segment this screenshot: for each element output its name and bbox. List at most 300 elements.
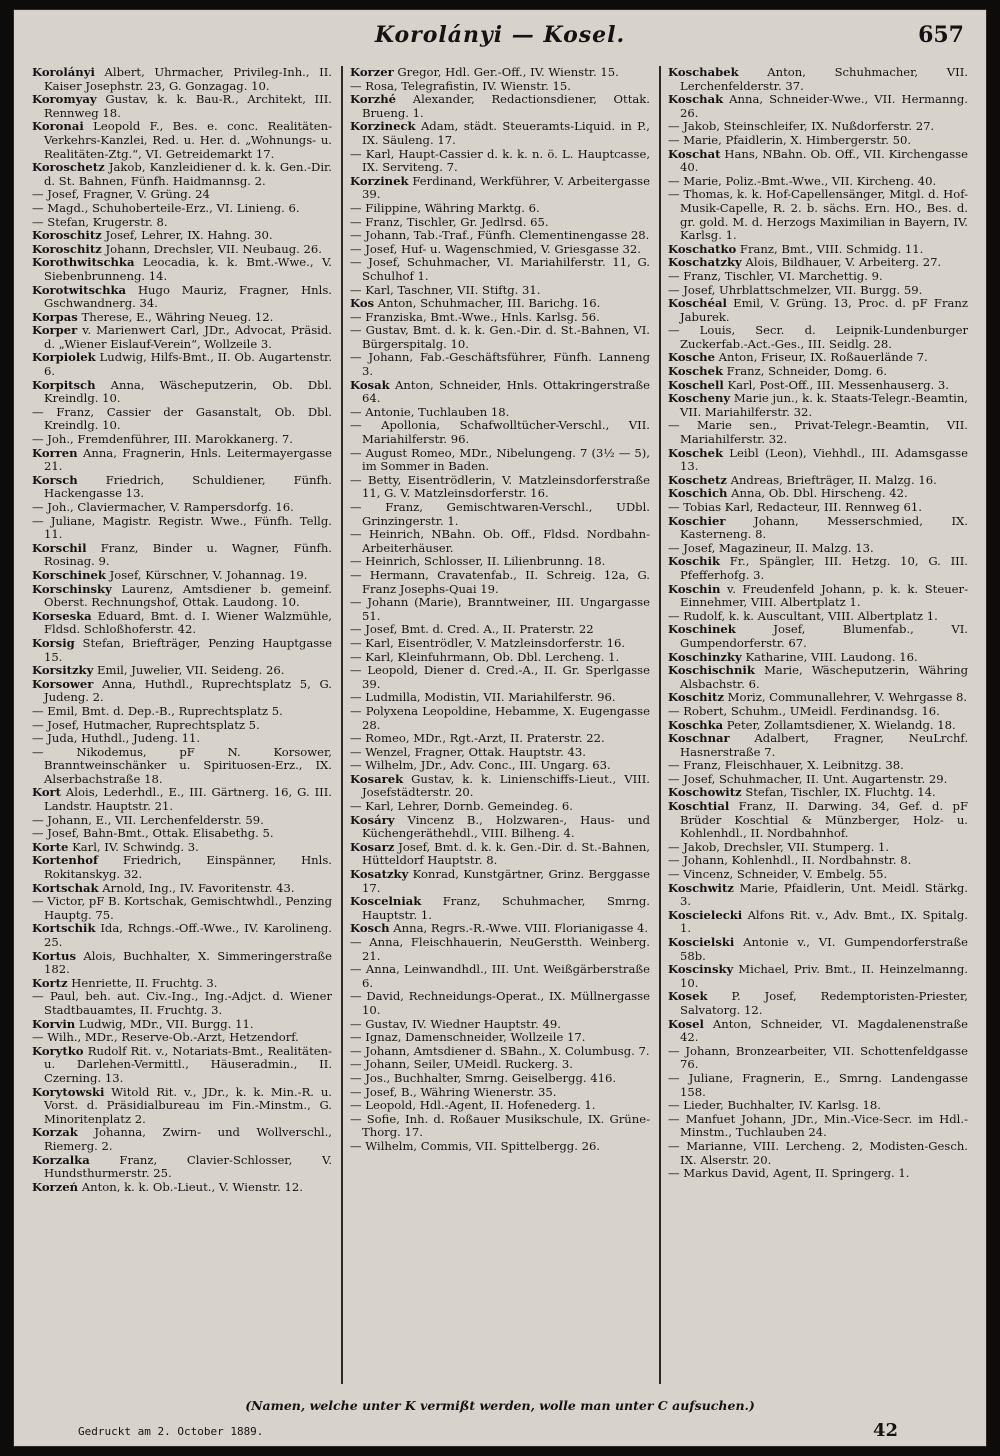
entry-details: — Nikodemus, pF N. Korsower, Branntweinschänker u. Spirituosen-Erz., IX. Alserbachstraße 18.: [32, 744, 332, 786]
directory-entry: [668, 800, 968, 841]
entry-details: — Johann, Kohlenhdl., II. Nordbahnstr. 8.: [668, 853, 912, 868]
entry-details: — Anna, Leinwandhdl., III. Unt. Weißgärberstraße 6.: [350, 962, 650, 990]
entry-details: Marie, Pfaidlerin, Unt. Meidl. Stärkg. 3.: [680, 880, 968, 909]
entry-details: — Wilhelm, JDr., Adv. Conc., III. Ungarg. 63.: [350, 758, 611, 773]
entry-details: — Antonie, Tuchlauben 18.: [350, 404, 510, 419]
entry-details: Adalbert, Fragner, NeuLrchf. Hasnerstraße 7.: [680, 731, 968, 759]
directory-entry: [668, 297, 968, 324]
entry-details: — Heinrich, NBahn. Ob. Off., Fldsd. Nordbahn-Arbeiterhäuser.: [350, 527, 650, 555]
directory-entry: [32, 990, 332, 1017]
directory-entry: [350, 569, 650, 596]
directory-entry: [32, 1031, 332, 1045]
entry-details: Anton, Schneider, VI. Magdalenenstraße 42.: [680, 1016, 968, 1045]
directory-entry: [32, 1181, 332, 1195]
entry-details: — Leopold, Diener d. Cred.-A., II. Gr. Sperlgasse 39.: [350, 663, 650, 691]
directory-entry: [32, 854, 332, 881]
directory-entry: [32, 583, 332, 610]
directory-entry: [668, 868, 968, 882]
entry-details: — Josef, Uhrblattschmelzer, VII. Burgg. 59.: [668, 282, 923, 297]
entry-details: — Wilh., MDr., Reserve-Ob.-Arzt, Hetzendorf.: [32, 1030, 299, 1045]
directory-entry: [668, 243, 968, 257]
directory-entry: [32, 664, 332, 678]
entry-surname: Korschinsky: [32, 581, 112, 596]
entry-surname: Korsower: [32, 676, 94, 691]
directory-entry: [350, 990, 650, 1017]
print-date: Gedruckt am 2. October 1889.: [78, 1425, 264, 1438]
entry-details: — Franz, Cassier der Gasanstalt, Ob. Dbl. Kreindlg. 10.: [32, 404, 332, 433]
entry-surname: Koschinzky: [668, 649, 742, 664]
entry-details: Anton, Schneider, Hnls. Ottakringerstraße 64.: [362, 377, 650, 406]
entry-details: Peter, Zollamtsdiener, X. Wielandg. 18.: [723, 717, 956, 732]
entry-details: — Louis, Secr. d. Leipnik-Lundenburger Zuckerfab.-Act.-Ges., III. Seidlg. 28.: [668, 323, 968, 351]
entry-surname: Koschier: [668, 513, 726, 528]
entry-details: — Thomas, k. k. Hof-Capellensänger, Mitgl. d. Hof-Musik-Capelle, R. 2. b. sächs. Ern. HO., Bes. d. gr. gold. M. d. Herzogs Maximilian in Bayern, IV. Karlsg. 1.: [668, 187, 968, 243]
entry-details: Fr., Spängler, III. Hetzg. 10, G. III. Pfefferhofg. 3.: [680, 554, 968, 582]
directory-entry: [350, 732, 650, 746]
entry-details: — Jakob, Steinschleifer, IX. Nußdorferstr. 27.: [668, 119, 935, 134]
entry-surname: Koschell: [668, 377, 724, 392]
directory-entry: [668, 351, 968, 365]
entry-surname: Kosáry: [350, 812, 395, 827]
directory-entry: [32, 379, 332, 406]
entry-surname: Korzeń: [32, 1179, 79, 1194]
entry-surname: Koscielski: [668, 935, 735, 949]
directory-entry: [32, 1126, 332, 1153]
entry-details: — Robert, Schuhm., UMeidl. Ferdinandsg. 16.: [668, 703, 940, 718]
directory-entry: [668, 1167, 968, 1181]
entry-details: — Jos., Buchhalter, Smrng. Geiselbergg. 416.: [350, 1070, 617, 1085]
entry-details: Josef, Blumenfab., VI. Gumpendorferstr. 67.: [680, 622, 968, 650]
entry-details: Karl, Post-Off., III. Messenhauserg. 3.: [723, 377, 949, 392]
directory-entry: [668, 392, 968, 419]
entry-surname: Korschil: [32, 540, 87, 555]
directory-entry: [350, 351, 650, 378]
entry-details: Emil, Juwelier, VII. Seideng. 26.: [93, 663, 285, 678]
entry-surname: Kortschik: [32, 921, 96, 936]
directory-entry: [350, 297, 650, 311]
entry-details: — Lieder, Buchhalter, IV. Karlsg. 18.: [668, 1098, 881, 1113]
directory-entry: [32, 922, 332, 949]
entry-surname: Koschwitz: [668, 880, 734, 895]
entry-details: — Juliane, Magistr. Registr. Wwe., Fünfh. Tellg. 11.: [32, 513, 332, 542]
entry-surname: Korzak: [32, 1125, 78, 1140]
entry-surname: Kort: [32, 785, 62, 800]
entry-details: Gregor, Hdl. Ger.-Off., IV. Wienstr. 15.: [393, 66, 619, 79]
entry-details: — Joh., Claviermacher, V. Rampersdorfg. 16.: [32, 500, 294, 514]
directory-entry: [32, 474, 332, 501]
entry-details: Gustav, k. k. Linienschiffs-Lieut., VIII. Josefstädterstr. 20.: [362, 771, 650, 800]
directory-entry: [32, 284, 332, 311]
entry-details: Michael, Priv. Bmt., II. Heinzelmanng. 10.: [680, 962, 968, 990]
directory-columns: [32, 66, 968, 1384]
entry-details: Anton, k. k. Ob.-Lieut., V. Wienstr. 12.: [78, 1179, 303, 1194]
entry-surname: Korothwitschka: [32, 255, 135, 270]
directory-entry: [350, 1031, 650, 1045]
directory-entry: [32, 678, 332, 705]
directory-entry: [668, 474, 968, 488]
entry-surname: Koschek: [668, 445, 723, 460]
entry-details: Alois, Bildhauer, V. Arbeiterg. 27.: [741, 255, 942, 270]
entry-surname: Korzhé: [350, 92, 397, 107]
entry-surname: Koronai: [32, 119, 84, 134]
directory-entry: [350, 922, 650, 936]
entry-details: Johanna, Zwirn- und Wollverschl., Riemerg. 2.: [44, 1125, 332, 1153]
entry-details: — Marie, Pfaidlerin, X. Himbergerstr. 50.: [668, 132, 912, 147]
directory-entry: [668, 324, 968, 351]
directory-entry: [668, 555, 968, 582]
entry-surname: Koschich: [668, 486, 728, 501]
entry-details: — Stefan, Krugerstr. 8.: [32, 214, 168, 229]
entry-details: — Jakob, Drechsler, VII. Stumperg. 1.: [668, 839, 890, 854]
column-2: [350, 66, 650, 1384]
entry-details: — Leopold, Hdl.-Agent, II. Hofenederg. 1.: [350, 1098, 596, 1113]
entry-details: — Ludmilla, Modistin, VII. Mariahilferstr. 96.: [350, 690, 616, 705]
entry-details: — Anna, Fleischhauerin, NeuGerstth. Weinberg. 21.: [350, 935, 650, 963]
entry-surname: Kos: [350, 296, 375, 311]
entry-details: Alois, Lederhdl., E., III. Gärtnerg. 16, G. III. Landstr. Hauptstr. 21.: [44, 785, 332, 814]
directory-entry: [350, 651, 650, 665]
entry-details: — Filippine, Währing Marktg. 6.: [350, 200, 540, 215]
directory-entry: [668, 419, 968, 446]
entry-surname: Korper: [32, 323, 78, 338]
directory-entry: [350, 623, 650, 637]
entry-details: — Franz, Tischler, Gr. Jedlrsd. 65.: [350, 214, 549, 229]
entry-details: — Karl, Kleinfuhrmann, Ob. Dbl. Lercheng. 1.: [350, 649, 620, 664]
directory-entry: [350, 202, 650, 216]
directory-entry: [32, 433, 332, 447]
directory-entry: [668, 583, 968, 610]
entry-surname: Koschatko: [668, 241, 737, 256]
entry-details: — Gustav, Bmt. d. k. k. Gen.-Dir. d. St.-Bahnen, VI. Bürgerspitalg. 10.: [350, 323, 650, 351]
entry-details: — Romeo, MDr., Rgt.-Arzt, II. Praterstr. 22.: [350, 731, 605, 746]
directory-entry: [668, 719, 968, 733]
entry-details: Leibl (Leon), Viehhdl., III. Adamsgasse 13.: [680, 445, 968, 474]
entry-surname: Korzineck: [350, 119, 416, 134]
directory-entry: [32, 786, 332, 813]
directory-entry: [350, 759, 650, 773]
directory-entry: [350, 691, 650, 705]
entry-details: Jakob, Kanzleidiener d. k. k. Gen.-Dir. d. St. Bahnen, Fünfh. Haidmannsg. 2.: [44, 160, 332, 188]
entry-surname: Koschetz: [668, 472, 727, 487]
entry-surname: Koroschitz: [32, 241, 102, 256]
entry-details: — Juda, Huthdl., Judeng. 11.: [32, 731, 201, 746]
entry-details: — Franz, Tischler, VI. Marchettig. 9.: [668, 268, 883, 283]
entry-surname: Koschtial: [668, 799, 730, 814]
entry-details: Anton, Schuhmacher, VII. Lerchenfelderstr. 37.: [680, 66, 968, 93]
entry-details: Alois, Buchhalter, X. Simmeringerstraße 182.: [44, 948, 332, 977]
entry-details: — Sofie, Inh. d. Roßauer Musikschule, IX. Grüne-Thorg. 17.: [350, 1111, 650, 1140]
directory-entry: [668, 610, 968, 624]
directory-entry: [32, 732, 332, 746]
entry-details: — August Romeo, MDr., Nibelungeng. 7 (3½ — 5), im Sommer in Baden.: [350, 445, 650, 474]
directory-entry: [668, 732, 968, 759]
directory-entry: [668, 623, 968, 650]
directory-entry: [32, 243, 332, 257]
entry-surname: Kosak: [350, 377, 390, 392]
entry-surname: Koschnar: [668, 731, 730, 746]
entry-surname: Korzer: [350, 66, 394, 79]
directory-entry: [668, 501, 968, 515]
directory-entry: [350, 528, 650, 555]
entry-details: — Victor, pF B. Kortschak, Gemischtwhdl., Penzing Hauptg. 75.: [32, 894, 332, 922]
entry-details: Antonie v., VI. Gumpendorferstraße 58b.: [680, 935, 968, 963]
directory-entry: [32, 719, 332, 733]
directory-entry: [668, 188, 968, 242]
directory-entry: [350, 175, 650, 202]
column-1: [32, 66, 332, 1384]
directory-entry: [668, 651, 968, 665]
directory-entry: [32, 501, 332, 515]
entry-surname: Koroschetz: [32, 160, 105, 175]
entry-surname: Koschinek: [668, 622, 736, 637]
entry-surname: Kosarek: [350, 771, 404, 786]
entry-surname: Kosatzky: [350, 867, 409, 882]
entry-details: Gustav, k. k. Bau-R., Architekt, III. Rennweg 18.: [44, 92, 332, 120]
directory-entry: [350, 936, 650, 963]
entry-surname: Kortschak: [32, 880, 99, 895]
entry-details: — Marianne, VIII. Lercheng. 2, Modisten-Gesch. IX. Alserstr. 20.: [668, 1138, 968, 1167]
directory-entry: [350, 895, 650, 922]
directory-entry: [350, 1018, 650, 1032]
entry-details: — Vincenz, Schneider, V. Embelg. 55.: [668, 867, 888, 882]
entry-details: Anton, Friseur, IX. Roßauerlände 7.: [714, 350, 928, 365]
directory-entry: [668, 664, 968, 691]
entry-surname: Korschinek: [32, 567, 106, 582]
directory-entry: [350, 501, 650, 528]
entry-details: Josef, Bmt. d. k. k. Gen.-Dir. d. St.-Bahnen, Hütteldorf Hauptstr. 8.: [362, 839, 650, 868]
directory-entry: [668, 284, 968, 298]
directory-entry: [350, 705, 650, 732]
entry-surname: Koschowitz: [668, 785, 742, 800]
entry-details: Anna, Ob. Dbl. Hirscheng. 42.: [727, 486, 908, 501]
entry-surname: Korzalka: [32, 1152, 90, 1167]
entry-details: — Magd., Schuhoberteile-Erz., VI. Linieng. 6.: [32, 200, 300, 215]
entry-details: — Hermann, Cravatenfab., II. Schreig. 12a, G. Franz Josephs-Quai 19.: [350, 567, 650, 596]
directory-entry: [350, 1099, 650, 1113]
entry-surname: Koschin: [668, 581, 721, 596]
directory-entry: [350, 800, 650, 814]
entry-details: Johann, Drechsler, VII. Neubaug. 26.: [101, 241, 322, 256]
entry-surname: Koscelniak: [350, 894, 422, 909]
entry-details: — Rosa, Telegrafistin, IV. Wienstr. 15.: [350, 78, 571, 93]
entry-details: — Polyxena Leopoldine, Hebamme, X. Eugengasse 28.: [350, 703, 650, 732]
directory-entry: [32, 324, 332, 351]
directory-entry: [668, 786, 968, 800]
entry-details: Emil, V. Grüng. 13, Proc. d. pF Franz Jaburek.: [680, 296, 968, 324]
directory-entry: [350, 841, 650, 868]
directory-entry: [32, 542, 332, 569]
entry-details: — David, Rechneidungs-Operat., IX. Müllnergasse 10.: [350, 989, 650, 1017]
entry-details: — Markus David, Agent, II. Springerg. 1.: [668, 1166, 910, 1181]
directory-entry: [350, 664, 650, 691]
directory-entry: [32, 814, 332, 828]
directory-entry: [668, 963, 968, 990]
directory-entry: [32, 351, 332, 378]
entry-details: Anna, Fragnerin, Hnls. Leitermayergasse 21.: [44, 445, 332, 474]
entry-details: Konrad, Kunstgärtner, Grinz. Berggasse 17.: [362, 867, 650, 895]
directory-entry: [350, 66, 650, 80]
directory-entry: [32, 406, 332, 433]
entry-details: Josef, Kürschner, V. Johannag. 19.: [105, 567, 308, 582]
entry-surname: Koscielecki: [668, 907, 743, 922]
entry-details: Alfons Rit. v., Adv. Bmt., IX. Spitalg. 1.: [680, 907, 968, 936]
entry-details: — Josef, Bahn-Bmt., Ottak. Elisabethg. 5.: [32, 826, 274, 841]
entry-details: — Betty, Eisentrödlerin, V. Matzleinsdorferstraße 11, G. V. Matzleinsdorferstr. 16.: [350, 472, 650, 501]
entry-details: Ludwig, Hilfs-Bmt., II. Ob. Augartenstr. 6.: [44, 350, 332, 379]
page-number: 657: [918, 22, 964, 48]
entry-details: Hugo Mauriz, Fragner, Hnls. Gschwandnerg. 34.: [44, 282, 332, 311]
directory-entry: [350, 1072, 650, 1086]
directory-entry: [350, 419, 650, 446]
directory-entry: [350, 773, 650, 800]
entry-details: Ludwig, MDr., VII. Burgg. 11.: [75, 1016, 254, 1031]
entry-details: — Franz, Gemischtwaren-Verschl., UDbl. Grinzingerstr. 1.: [350, 500, 650, 528]
entry-details: — Josef, B., Währing Wienerstr. 35.: [350, 1084, 557, 1099]
directory-entry: [668, 1140, 968, 1167]
entry-details: — Marie, Poliz.-Bmt.-Wwe., VII. Kircheng. 40.: [668, 173, 937, 188]
entry-surname: Kosel: [668, 1016, 704, 1031]
directory-entry: [668, 841, 968, 855]
directory-entry: [350, 555, 650, 569]
directory-entry: [32, 447, 332, 474]
entry-surname: Korsitzky: [32, 663, 94, 678]
entry-details: Leopold F., Bes. e. conc. Realitäten-Verkehrs-Kanzlei, Red. u. Her. d. „Wohnungs- u. Realitäten-Ztg.“, VI. Getreidemarkt 17.: [44, 119, 332, 161]
entry-details: — Karl, Lehrer, Dornb. Gemeindeg. 6.: [350, 799, 573, 814]
entry-details: — Josef, Schuhmacher, II. Unt. Augartenstr. 29.: [668, 771, 948, 786]
directory-entry: [32, 120, 332, 161]
directory-entry: [32, 161, 332, 188]
entry-details: Marie jun., k. k. Staats-Telegr.-Beamtin, VII. Mariahilferstr. 32.: [680, 391, 968, 419]
directory-entry: [32, 216, 332, 230]
directory-entry: [668, 882, 968, 909]
entry-details: Franz, Clavier-Schlosser, V. Hundsthurmerstr. 25.: [44, 1152, 332, 1181]
entry-details: Albert, Uhrmacher, Privileg-Inh., II. Kaiser Josephstr. 23, G. Gonzagag. 10.: [44, 66, 332, 93]
entry-details: — Ignaz, Damenschneider, Wollzeile 17.: [350, 1030, 586, 1045]
entry-surname: Kosarz: [350, 839, 395, 854]
directory-entry: [350, 596, 650, 623]
entry-details: Rudolf Rit. v., Notariats-Bmt., Realitäten- u. Darlehen-Vermittl., Häuseradmin., II. Czerning. 13.: [44, 1043, 332, 1085]
entry-details: Witold Rit. v., JDr., k. k. Min.-R. u. Vorst. d. Präsidialbureau im Fin.-Minstm., G. Minoritenplatz 2.: [44, 1084, 332, 1126]
directory-entry: [668, 909, 968, 936]
entry-details: v. Freudenfeld Johann, p. k. k. Steuer-Einnehmer, VIII. Albertplatz 1.: [680, 581, 968, 610]
entry-details: — Rudolf, k. k. Auscultant, VIII. Albertplatz 1.: [668, 608, 938, 623]
entry-surname: Korpiolek: [32, 350, 96, 365]
directory-entry: [32, 705, 332, 719]
entry-details: Franz, Schuhmacher, Smrng. Hauptstr. 1.: [362, 894, 650, 922]
entry-details: Karl, IV. Schwindg. 3.: [68, 839, 199, 854]
directory-entry: [350, 311, 650, 325]
entry-details: Alexander, Redactionsdiener, Ottak. Brueng. 1.: [362, 92, 650, 120]
entry-details: — Joh., Fremdenführer, III. Marokkanerg. 7.: [32, 432, 293, 447]
directory-entry: [32, 188, 332, 202]
entry-surname: Korotwitschka: [32, 282, 127, 297]
entry-surname: Koroschitz: [32, 228, 102, 243]
entry-surname: Koschik: [668, 554, 721, 569]
directory-entry: [32, 229, 332, 243]
directory-entry: [32, 1018, 332, 1032]
directory-entry: [32, 202, 332, 216]
directory-entry: [668, 936, 968, 963]
directory-entry: [350, 243, 650, 257]
directory-entry: [668, 773, 968, 787]
directory-entry: [32, 1086, 332, 1127]
directory-entry: [668, 1045, 968, 1072]
directory-entry: [350, 1058, 650, 1072]
entry-details: — Karl, Haupt-Cassier d. k. k. n. ö. L. Hauptcasse, IX. Serviteng. 7.: [350, 146, 650, 175]
entry-surname: Kortz: [32, 975, 68, 990]
entry-details: — Johann, Amtsdiener d. SBahn., X. Columbusg. 7.: [350, 1043, 650, 1058]
entry-details: Franz, Schneider, Domg. 6.: [722, 364, 888, 379]
entry-details: — Franziska, Bmt.-Wwe., Hnls. Karlsg. 56.: [350, 309, 600, 324]
directory-entry: [350, 447, 650, 474]
directory-entry: [668, 705, 968, 719]
entry-details: — Apollonia, Schafwolltücher-Verschl., VII. Mariahilferstr. 96.: [350, 418, 650, 447]
directory-entry: [32, 311, 332, 325]
entry-surname: Korpitsch: [32, 377, 96, 392]
entry-details: — Manfuet Johann, JDr., Min.-Vice-Secr. im Hdl.-Minstm., Tuchlauben 24.: [668, 1111, 968, 1140]
entry-surname: Koscheny: [668, 391, 731, 406]
entry-surname: Koschitz: [668, 690, 724, 705]
directory-entry: [668, 990, 968, 1017]
entry-details: Anna, Wäscheputzerin, Ob. Dbl. Kreindlg. 10.: [44, 377, 332, 406]
entry-details: P. Josef, Redemptoristen-Priester, Salvatorg. 12.: [680, 989, 968, 1017]
entry-details: Marie, Wäscheputzerin, Währing Alsbachstr. 6.: [680, 663, 968, 691]
entry-details: — Heinrich, Schlosser, II. Lilienbrunng. 18.: [350, 554, 606, 569]
directory-entry: [32, 977, 332, 991]
entry-surname: Koschischnik: [668, 663, 755, 678]
directory-entry: [350, 1140, 650, 1154]
entry-details: — Johann, Bronzearbeiter, VII. Schottenfeldgasse 76.: [668, 1043, 968, 1072]
entry-details: Katharine, VIII. Laudong. 16.: [741, 649, 918, 664]
entry-surname: Koschek: [668, 364, 723, 379]
entry-surname: Korren: [32, 445, 78, 460]
entry-details: — Tobias Karl, Redacteur, III. Rennweg 61.: [668, 500, 922, 514]
entry-details: Leocadia, k. k. Bmt.-Wwe., V. Siebenbrunneng. 14.: [44, 255, 332, 283]
directory-entry: [350, 1086, 650, 1100]
entry-surname: Koschatzky: [668, 255, 742, 270]
directory-entry: [668, 1113, 968, 1140]
entry-details: — Johann, Fab.-Geschäftsführer, Fünfh. Lanneng 3.: [350, 350, 650, 379]
entry-details: Franz, II. Darwing. 34, Gef. d. pF Brüder Koschtial & Münzberger, Holz- u. Kohlenhdl., II. Nordbahnhof.: [680, 799, 968, 841]
directory-entry: [350, 746, 650, 760]
entry-surname: Kosek: [668, 989, 708, 1004]
directory-entry: [668, 691, 968, 705]
entry-surname: Koschka: [668, 717, 724, 732]
directory-entry: [668, 447, 968, 474]
entry-details: Ferdinand, Werkführer, V. Arbeitergasse 39.: [362, 173, 650, 202]
directory-entry: [32, 1154, 332, 1181]
entry-surname: Koschak: [668, 92, 724, 107]
page-title: Korolányi — Kosel.: [374, 22, 626, 48]
directory-entry: [668, 66, 968, 93]
entry-details: Stefan, Briefträger, Penzing Hauptgasse 15.: [44, 635, 332, 664]
directory-entry: [350, 93, 650, 120]
entry-surname: Korytko: [32, 1043, 84, 1058]
entry-details: — Karl, Taschner, VII. Stiftg. 31.: [350, 282, 541, 297]
entry-details: — Franz, Fleischhauer, X. Leibnitzg. 38.: [668, 758, 904, 773]
entry-details: — Josef, Huf- u. Wagenschmied, V. Griesgasse 32.: [350, 241, 641, 256]
entry-details: Friedrich, Einspänner, Hnls. Rokitanskyg. 32.: [44, 853, 332, 882]
entry-details: — Gustav, IV. Wiedner Hauptstr. 49.: [350, 1016, 561, 1031]
directory-entry: [350, 1045, 650, 1059]
entry-details: — Johann, Tab.-Traf., Fünfh. Clementinengasse 28.: [350, 228, 650, 243]
entry-details: — Wenzel, Fragner, Ottak. Hauptstr. 43.: [350, 744, 586, 759]
directory-entry: [668, 379, 968, 393]
entry-details: Ida, Rchngs.-Off.-Wwe., IV. Karolineng. 25.: [44, 921, 332, 949]
entry-details: — Emil, Bmt. d. Dep.-B., Ruprechtsplatz 5.: [32, 703, 283, 718]
entry-surname: Koschat: [668, 146, 721, 161]
directory-entry: [350, 216, 650, 230]
